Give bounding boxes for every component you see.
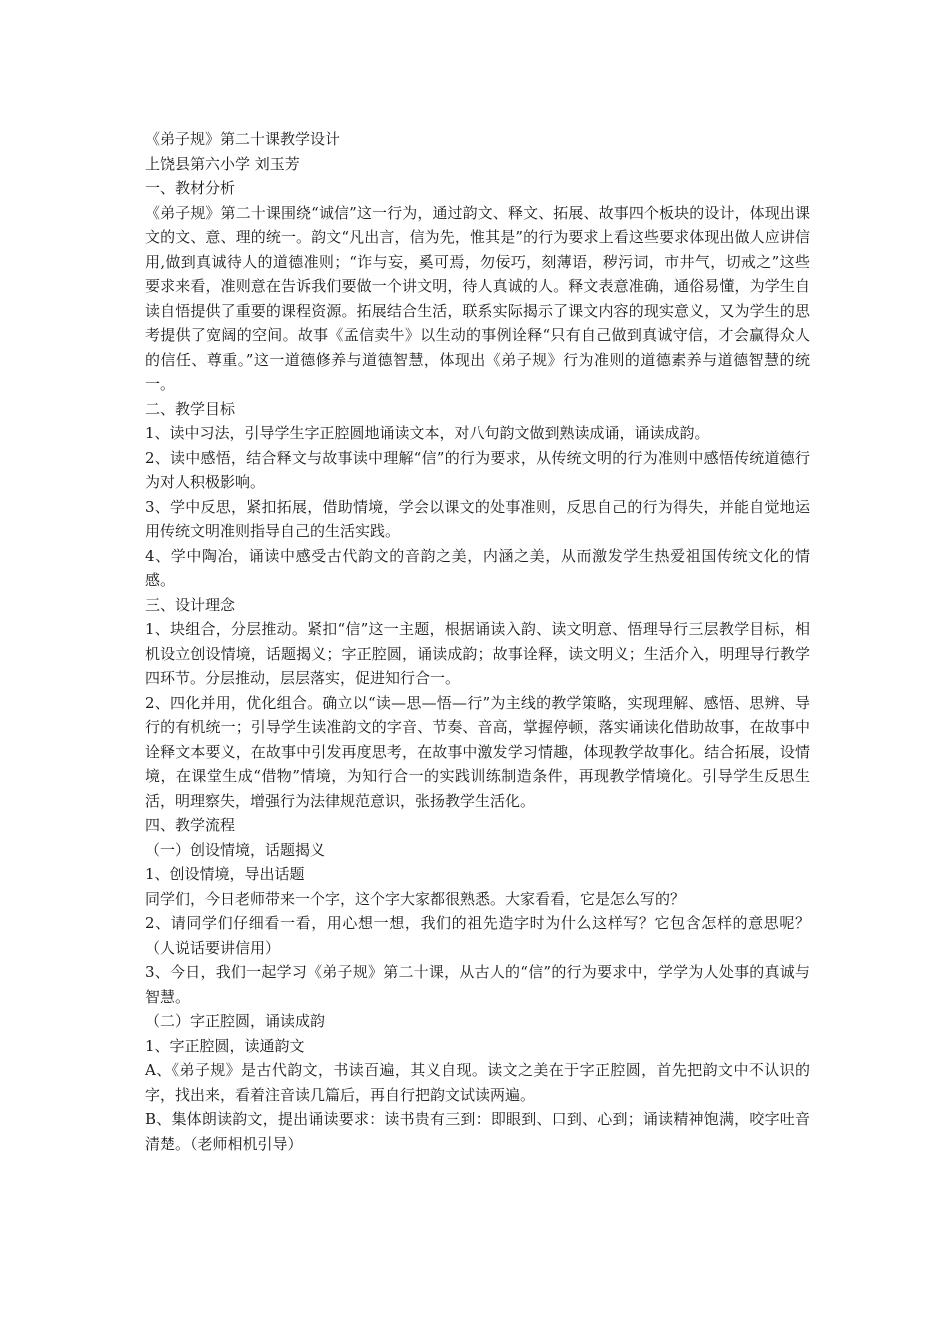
paragraph-analysis: 《弟子规》第二十课围绕“诚信”这一行为，通过韵文、释文、拓展、故事四个板块的设计，体现出课文的文、意、理的统一。韵文“凡出言，信为先，惟其是”的行为要求上看这些要求体现出做人应讲信用,做到真诚待人的道德准则；“诈与妄，奚可焉，勿佞巧，刻薄语，秽污词，市井气，切戒之”这些要求来看，准则意在告诉我们要做一个讲文明，待人真诚的人。释文表意准确，通俗易懂，为学生自读自悟提供了重要的课程资源。拓展结合生活，联系实际揭示了课文内容的现实意义，又为学生的思考提供了宽阔的空间。故事《孟信卖牛》以生动的事例诠释“只有自己做到真诚守信，才会赢得众人的信任、尊重。”这一道德修养与道德智慧，体现出《弟子规》行为准则的道德素养与道德智慧的统一。	[145, 203, 810, 393]
goal-item-3: 3、学中反思，紧扣拓展，借助情境，学会以课文的处事准则，反思自己的行为得失，并能自觉地运用传统文明准则指导自己的生活实践。	[145, 497, 810, 540]
section-heading-concept: 三、设计理念	[145, 595, 236, 614]
process-subheading-1: （一）创设情境，话题揭义	[145, 840, 326, 859]
process-step-1-1-text: 同学们，今日老师带来一个字，这个字大家都很熟悉。大家看看，它是怎么写的？	[145, 889, 686, 908]
section-heading-process: 四、教学流程	[145, 816, 236, 834]
process-step-1-1: 1、创设情境，导出话题	[145, 865, 305, 883]
section-heading-goals: 二、教学目标	[145, 399, 236, 418]
document-title: 《弟子规》第二十课教学设计	[145, 130, 341, 148]
process-step-1-3: 3、今日，我们一起学习《弟子规》第二十课，从古人的“信”的行为要求中，学学为人处事的真诚与智慧。	[145, 963, 810, 1006]
concept-item-1: 1、块组合，分层推动。紧扣“信”这一主题，根据诵读入韵、读文明意、悟理导行三层教学目标，相机设立创设情境，话题揭义；字正腔圆，诵读成韵；故事诠释，读文明义；生活介入，明理导行教学四环节。分层推动，层层落实，促进知行合一。	[145, 620, 810, 687]
process-step-2-1: 1、字正腔圆，读通韵文	[145, 1036, 305, 1055]
concept-item-2: 2、四化并用，优化组合。确立以“读—思—悟—行”为主线的教学策略，实现理解、感悟、思辨、导行的有机统一；引导学生读准韵文的字音、节奏、音高，掌握停顿，落实诵读化借助故事，在故事中诠释文本要义，在故事中引发再度思考，在故事中激发学习情趣，体现教学故事化。结合拓展，设情境，在课堂生成“借物”情境，为知行合一的实践训练制造条件，再现教学情境化。引导学生反思生活，明理察失，增强行为法律规范意识，张扬教学生活化。	[145, 693, 810, 810]
process-step-2-b: B、集体朗读韵文，提出诵读要求：读书贵有三到：即眼到、口到、心到；诵读精神饱满，咬字吐音清楚。（老师相机引导）	[145, 1110, 810, 1153]
section-heading-analysis: 一、教材分析	[145, 179, 236, 197]
goal-item-4: 4、学中陶冶，诵读中感受古代韵文的音韵之美，内涵之美，从而激发学生热爱祖国传统文化的情感。	[145, 546, 810, 589]
process-subheading-2: （二）字正腔圆，诵读成韵	[145, 1012, 326, 1030]
process-step-2-a: A、《弟子规》是古代韵文，书读百遍，其义自现。读文之美在于字正腔圆，首先把韵文中不认识的字，找出来，看着注音读几篇后，再自行把韵文试读两遍。	[145, 1061, 810, 1104]
goal-item-2: 2、读中感悟，结合释文与故事读中理解“信”的行为要求，从传统文明的行为准则中感悟传统道德行为对人积极影响。	[145, 448, 810, 491]
process-step-1-2: 2、请同学们仔细看一看，用心想一想，我们的祖先造字时为什么这样写？它包含怎样的意思呢？（人说话要讲信用）	[145, 914, 810, 957]
goal-item-1: 1、读中习法，引导学生字正腔圆地诵读文本，对八句韵文做到熟读成诵，诵读成韵。	[145, 424, 710, 442]
document-author: 上饶县第六小学 刘玉芳	[145, 154, 300, 173]
document-page	[145, 127, 810, 1156]
